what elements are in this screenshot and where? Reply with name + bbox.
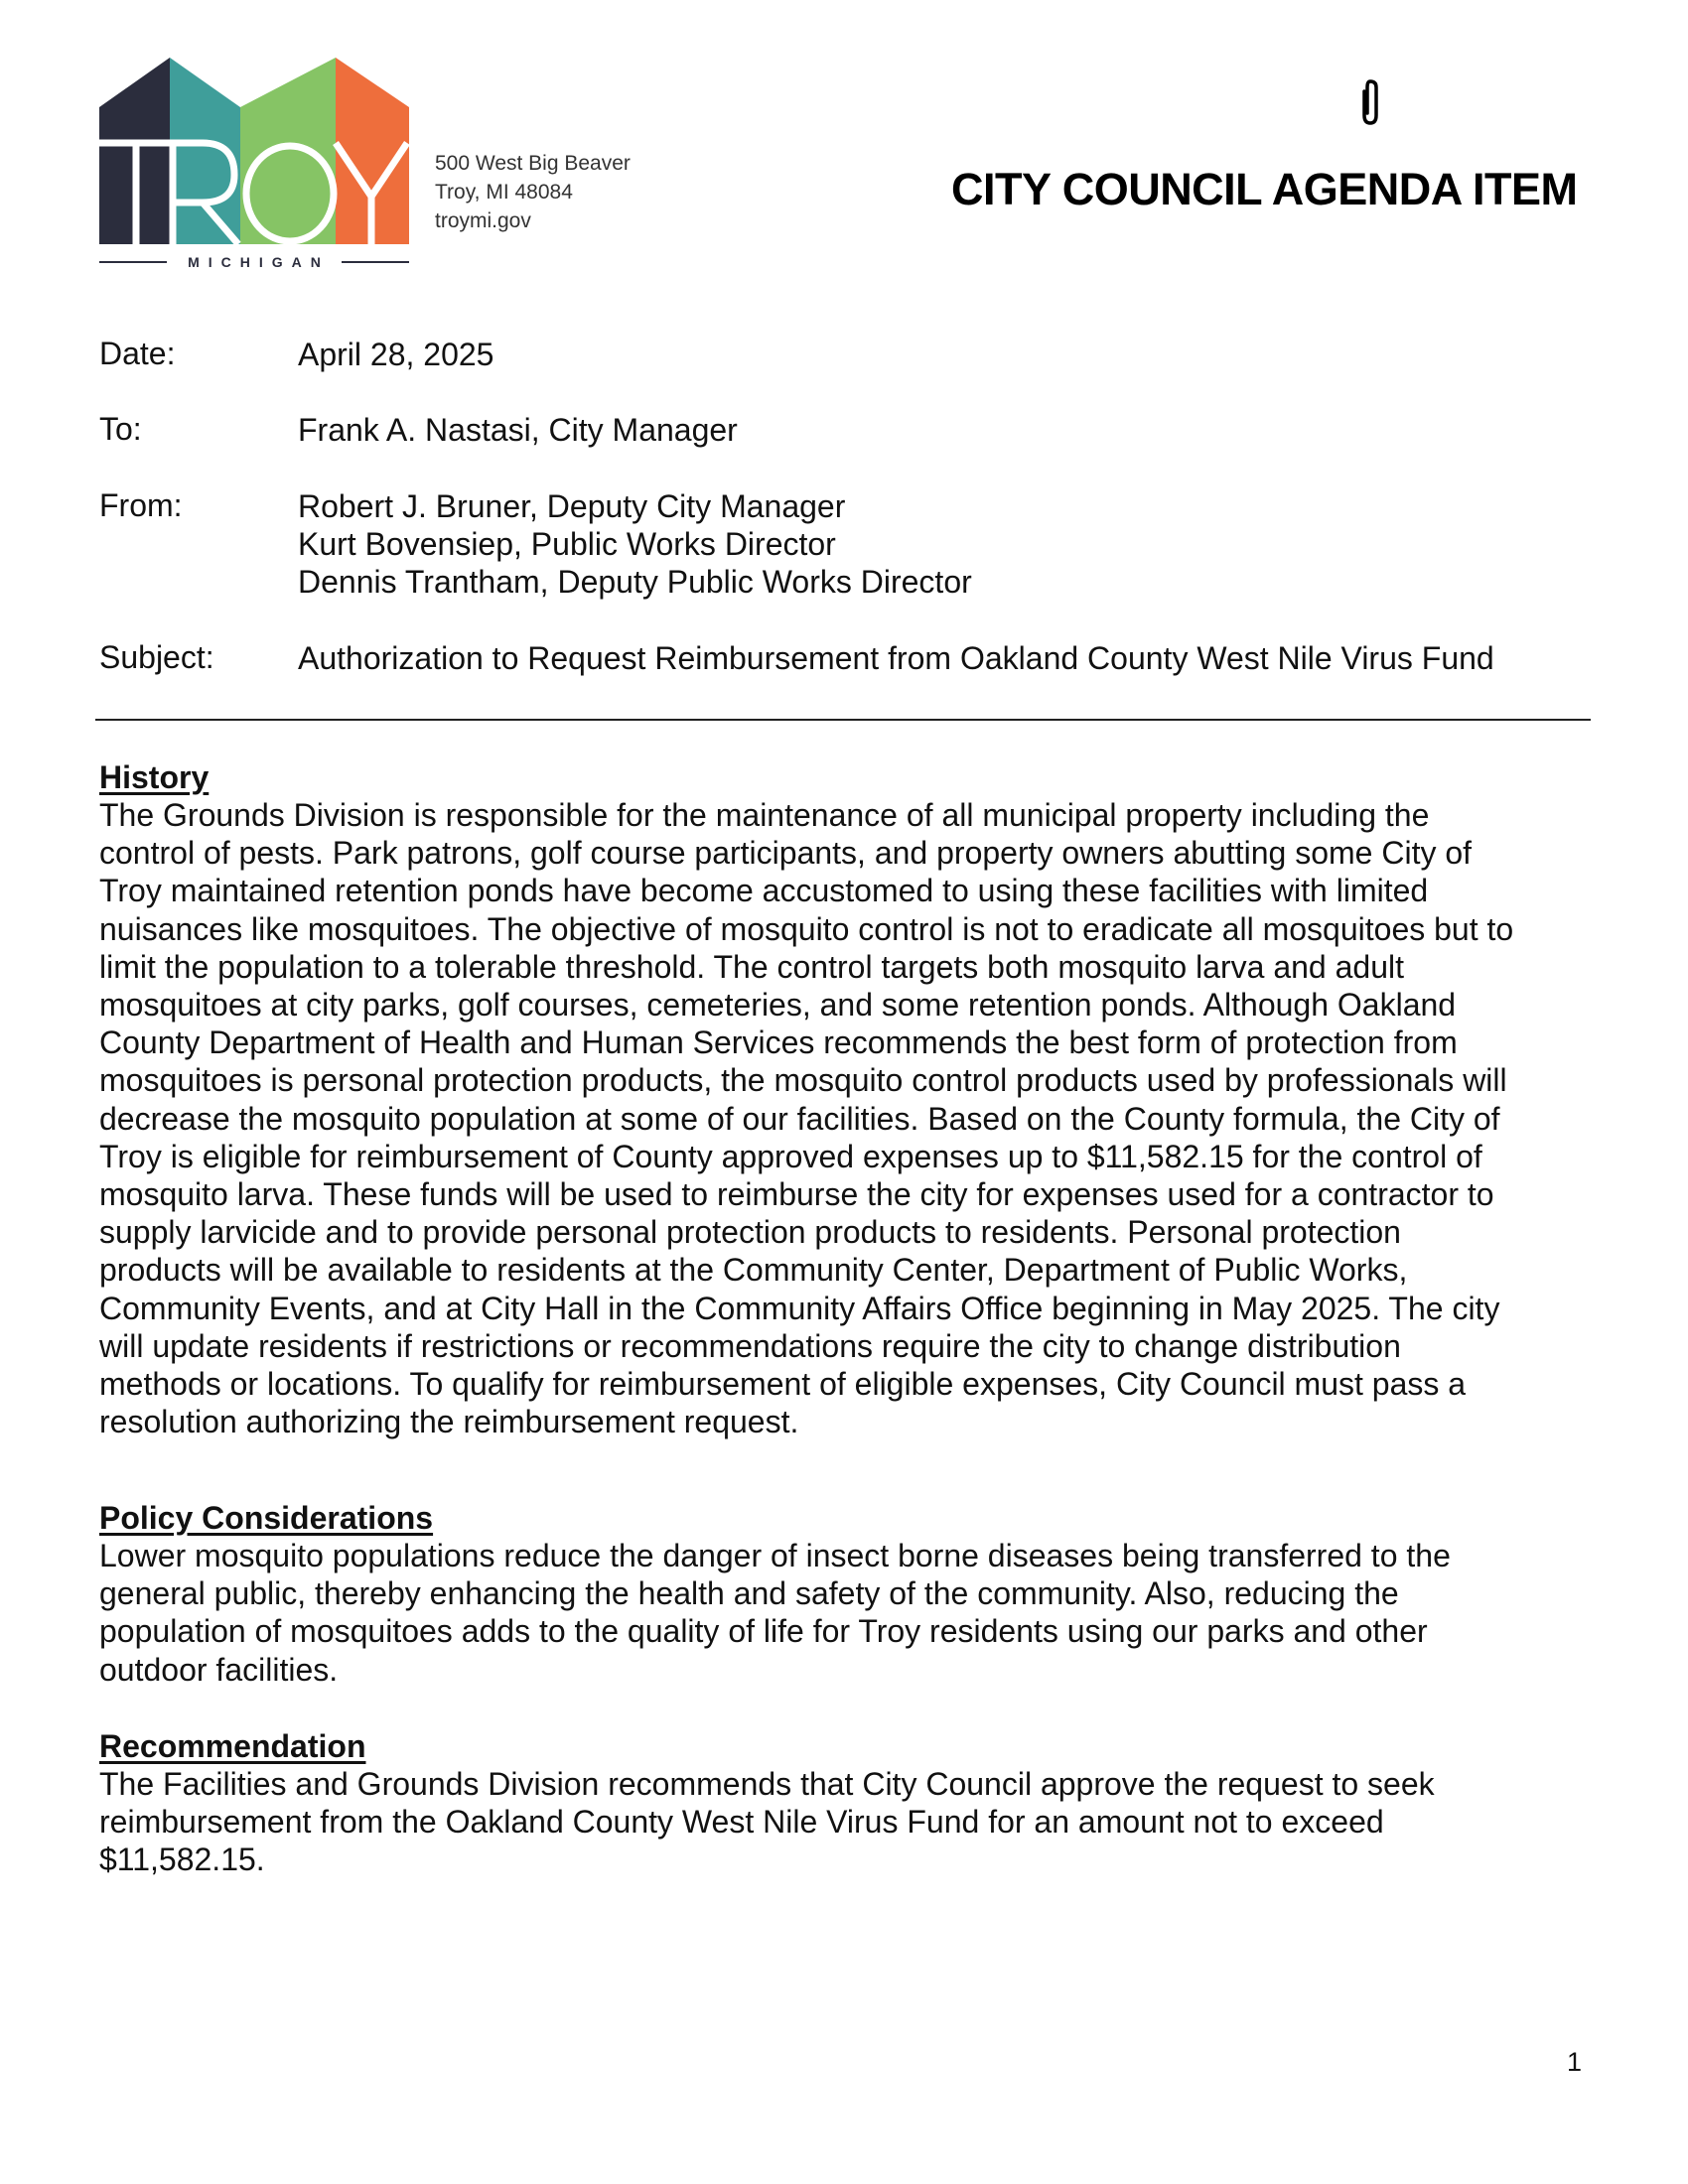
recommendation-section: [99, 1727, 1609, 1879]
history-line: products will be available to residents at the Community Center, Department of Public Works,: [99, 1252, 1408, 1289]
address-line: Troy, MI 48084: [435, 181, 573, 204]
history-line: The Grounds Division is responsible for the maintenance of all municipal property including the: [99, 797, 1430, 833]
policy-line: outdoor facilities.: [99, 1651, 339, 1688]
to-label: To:: [99, 411, 142, 447]
policy-section: [99, 1499, 1609, 1689]
troy-logo-graphic: [99, 58, 409, 252]
from-name: Robert J. Bruner, Deputy City Manager: [298, 488, 846, 524]
history-line: Community Events, and at City Hall in the Community Affairs Office beginning in May 2025. The city: [99, 1290, 1500, 1326]
from-label: From:: [99, 487, 183, 523]
history-line: Troy is eligible for reimbursement of County approved expenses up to $11,582.15 for the control of: [99, 1138, 1482, 1174]
history-line: limit the population to a tolerable threshold. The control targets both mosquito larva and adult: [99, 948, 1404, 985]
history-line: supply larvicide and to provide personal protection products to residents. Personal protection: [99, 1214, 1401, 1251]
subject-value: Authorization to Request Reimbursement from Oakland County West Nile Virus Fund: [298, 640, 1494, 676]
paperclip-icon[interactable]: [1358, 77, 1382, 127]
city-address: [435, 149, 631, 235]
history-line: County Department of Health and Human Services recommends the best form of protection from: [99, 1024, 1458, 1061]
history-line: will update residents if restrictions or recommendations require the city to change distribution: [99, 1327, 1401, 1364]
website-link[interactable]: troymi.gov: [435, 209, 531, 232]
from-name: Kurt Bovensiep, Public Works Director: [298, 526, 836, 562]
from-values: [298, 487, 972, 601]
history-line: mosquitoes at city parks, golf courses, cemeteries, and some retention ponds. Although Oakland: [99, 987, 1457, 1024]
from-name: Dennis Trantham, Deputy Public Works Director: [298, 564, 972, 600]
recommendation-heading: Recommendation: [99, 1728, 366, 1764]
history-line: decrease the mosquito population at some of our facilities. Based on the County formula, the City of: [99, 1100, 1500, 1137]
history-line: Troy maintained retention ponds have become accustomed to using these facilities with limited: [99, 873, 1429, 909]
date-label: Date:: [99, 336, 176, 371]
date-value: April 28, 2025: [298, 337, 494, 372]
recommendation-line: reimbursement from the Oakland County West Nile Virus Fund for an amount not to exceed: [99, 1804, 1384, 1841]
history-heading: History: [99, 759, 210, 795]
page-title: CITY COUNCIL AGENDA ITEM: [951, 164, 1578, 214]
recommendation-line: The Facilities and Grounds Division recommends that City Council approve the request to seek: [99, 1766, 1435, 1802]
logo-subtitle: MICHIGAN: [188, 254, 330, 270]
history-line: resolution authorizing the reimbursement request.: [99, 1404, 799, 1440]
policy-heading: Policy Considerations: [99, 1500, 434, 1536]
address-line: 500 West Big Beaver: [435, 152, 631, 175]
troy-logo: [99, 58, 409, 270]
history-line: nuisances like mosquitoes. The objective of mosquito control is not to eradicate all mosquitoes but to: [99, 910, 1514, 947]
page-number: 1: [1567, 2047, 1583, 2077]
policy-line: population of mosquitoes adds to the quality of life for Troy residents using our parks and other: [99, 1613, 1428, 1650]
policy-line: Lower mosquito populations reduce the danger of insect borne diseases being transferred to the: [99, 1538, 1451, 1573]
logo-subtitle-row: [99, 252, 409, 272]
history-line: methods or locations. To qualify for reimbursement of eligible expenses, City Council must pass a: [99, 1366, 1467, 1403]
recommendation-line: $11,582.15.: [99, 1842, 265, 1878]
subject-label: Subject:: [99, 639, 214, 675]
history-section: [99, 758, 1609, 1440]
policy-line: general public, thereby enhancing the health and safety of the community. Also, reducing the: [99, 1575, 1399, 1612]
history-line: control of pests. Park patrons, golf course participants, and property owners abutting some City of: [99, 835, 1473, 872]
to-value: Frank A. Nastasi, City Manager: [298, 412, 738, 448]
history-line: mosquitoes is personal protection products, the mosquito control products used by professionals will: [99, 1062, 1507, 1099]
history-line: mosquito larva. These funds will be used to reimburse the city for expenses used for a contractor to: [99, 1176, 1494, 1213]
header-divider: [95, 719, 1591, 721]
